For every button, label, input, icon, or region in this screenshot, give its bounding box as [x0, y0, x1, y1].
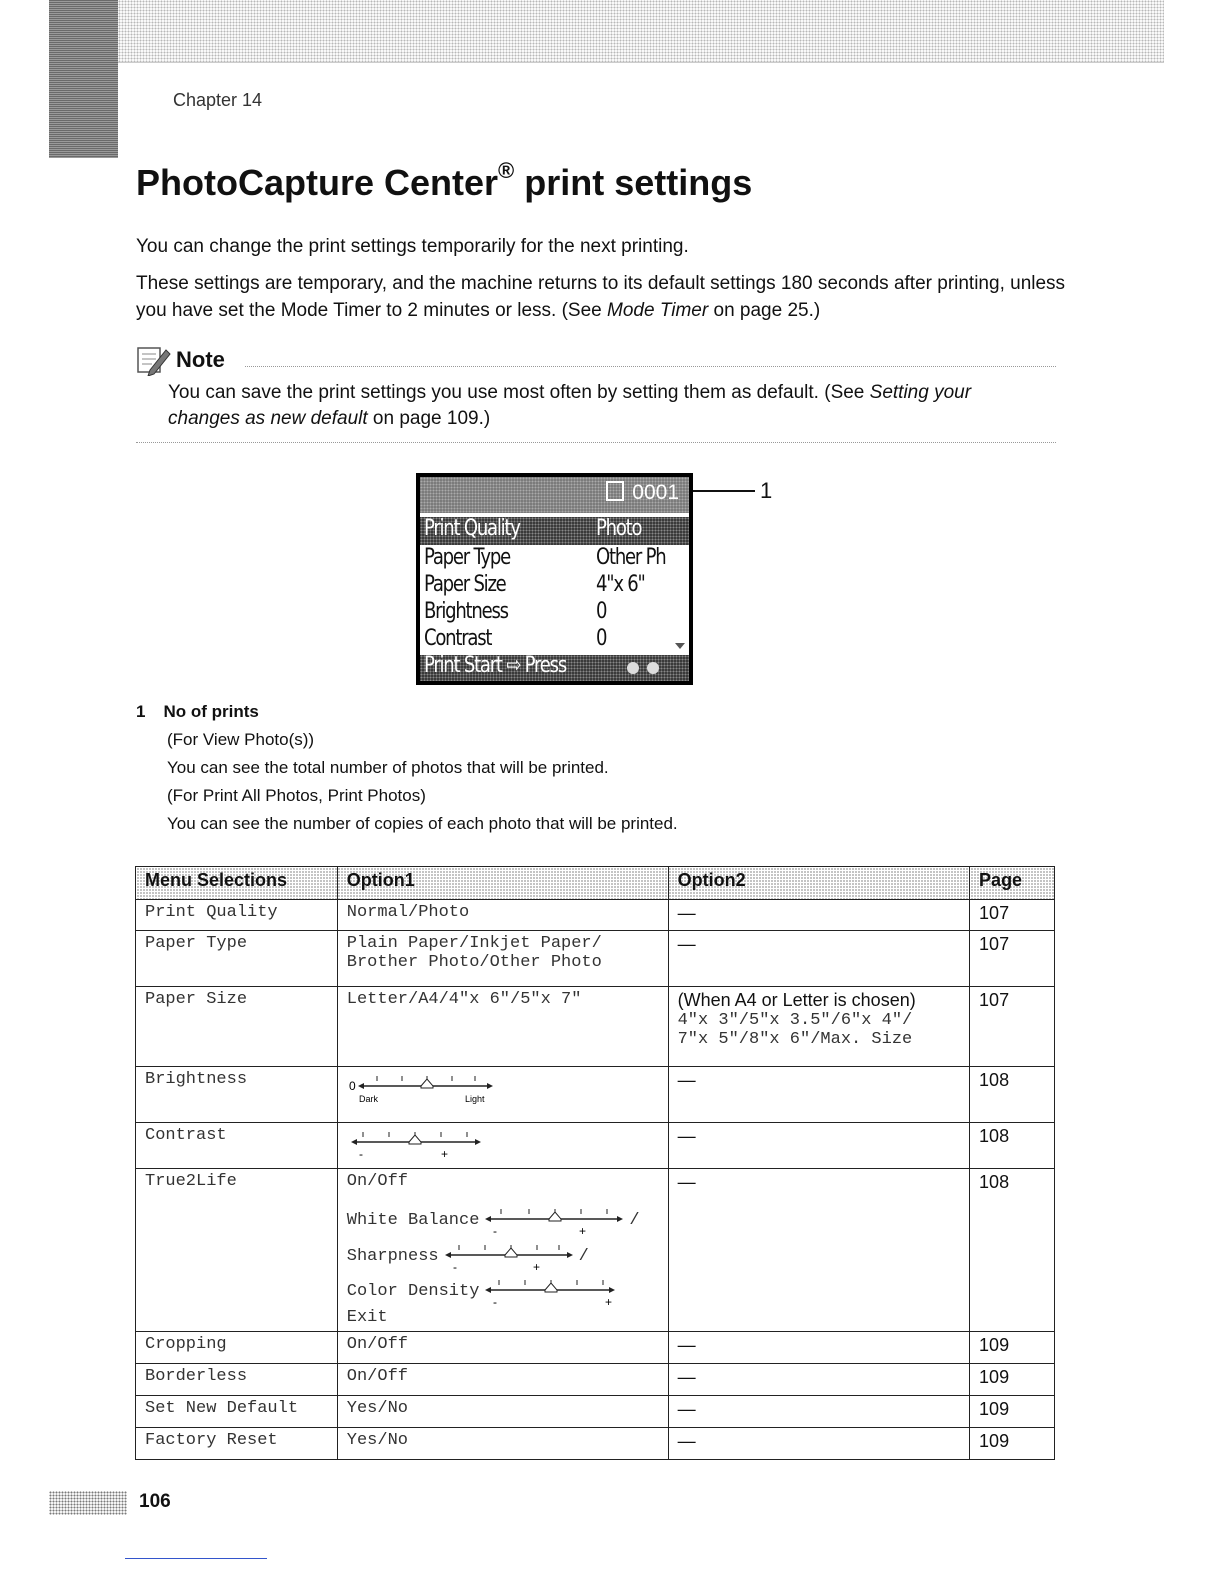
intro-paragraph-2: [136, 270, 1066, 324]
column-header: Option2: [668, 867, 969, 900]
page-cell: 109: [970, 1428, 1055, 1460]
menu-cell: Brightness: [136, 1067, 338, 1123]
option-line: (When A4 or Letter is chosen): [677, 990, 916, 1010]
plus-label: +: [605, 1295, 613, 1308]
table-row: [136, 1123, 1055, 1169]
page-cell: 108: [970, 1123, 1055, 1169]
option-line: Brother Photo/Other Photo: [346, 953, 602, 972]
note-bottom-divider: [136, 442, 1056, 443]
callout-number: 1: [760, 478, 773, 503]
plus-label: +: [440, 1147, 448, 1161]
color-density-label: Color Density: [346, 1281, 480, 1301]
note-label: Note: [176, 347, 225, 372]
legend-line: (For View Photo(s)): [167, 730, 315, 749]
option2-cell: —: [668, 1123, 969, 1169]
lcd-count-value: 0001: [632, 481, 679, 504]
lcd-status-bar: [420, 477, 689, 513]
white-balance-slider-icon: [479, 1203, 629, 1237]
page-number: 106: [139, 1491, 171, 1512]
callout-legend: [136, 698, 678, 838]
minus-label: -: [493, 1295, 498, 1308]
option1-cell: Normal/Photo: [337, 900, 668, 931]
option2-cell: —: [668, 1067, 969, 1123]
note-box: [136, 340, 1056, 432]
intro-p2-text: These settings are temporary, and the machine returns to its default settings 180 seconds after printing, unless you have set the Mode Timer to 2 minutes or less. (See: [136, 273, 1066, 321]
legend-line: (For Print All Photos, Print Photos): [167, 786, 426, 805]
chapter-label: Chapter 14: [173, 90, 263, 110]
legend-line: You can see the total number of photos that will be printed.: [167, 758, 609, 777]
column-header: Menu Selections: [136, 867, 338, 900]
option1-cell: [337, 1169, 668, 1332]
white-balance-line: [347, 1202, 659, 1238]
registered-mark: ®: [498, 158, 515, 183]
page-cell: 107: [970, 900, 1055, 931]
intro-p2-text-end: on page 25.): [708, 300, 821, 321]
column-header: Option1: [337, 867, 668, 900]
lcd-highlight-label: Print Quality: [424, 516, 520, 541]
option2-cell: —: [668, 1332, 969, 1364]
lcd-footer-text: Print Start ⇨ Press: [424, 653, 567, 678]
option2-cell: —: [668, 1428, 969, 1460]
legend-heading: [136, 698, 678, 726]
minus-label: -: [358, 1147, 363, 1161]
option1-cell: Letter/A4/4"x 6"/5"x 7": [337, 987, 668, 1067]
table-row: [136, 1396, 1055, 1428]
option1-cell: [337, 1067, 668, 1123]
option1-cell: On/Off: [337, 1364, 668, 1396]
sharpness-slider-icon: [439, 1239, 579, 1273]
option1-cell: On/Off: [337, 1332, 668, 1364]
table-row: [136, 900, 1055, 931]
option1-cell: [337, 931, 668, 987]
page-title: [136, 158, 753, 204]
table-row: [136, 1428, 1055, 1460]
contrast-slider-icon: [347, 1126, 507, 1162]
option2-cell: —: [668, 900, 969, 931]
lcd-row-label: Paper Size: [424, 572, 506, 597]
option-line: Plain Paper/Inkjet Paper/: [346, 934, 602, 953]
header-band: [118, 0, 1164, 63]
sharpness-line: [347, 1238, 659, 1274]
option2-cell: —: [668, 1396, 969, 1428]
lcd-row-value: 0: [596, 599, 607, 624]
menu-cell: Factory Reset: [136, 1428, 338, 1460]
default-settings-reference: Setting your changes as new default: [168, 382, 972, 429]
lcd-print-count: [606, 481, 679, 505]
option2-cell: —: [668, 931, 969, 987]
slash-separator: /: [629, 1210, 640, 1230]
lcd-highlight-value: Photo: [596, 516, 642, 541]
settings-table: [135, 866, 1055, 1460]
menu-cell: True2Life: [136, 1169, 338, 1332]
menu-cell: Print Quality: [136, 900, 338, 931]
page-cell: 109: [970, 1396, 1055, 1428]
note-divider: [245, 354, 1056, 367]
lcd-row-label: Brightness: [424, 599, 508, 624]
lcd-row-label: Paper Type: [424, 545, 510, 570]
page-cell: 109: [970, 1332, 1055, 1364]
note-header: [136, 340, 1056, 380]
plus-label: +: [532, 1260, 540, 1273]
option-line: 4"x 3"/5"x 3.5"/6"x 4"/: [677, 1011, 913, 1030]
title-main: PhotoCapture Center: [136, 162, 499, 203]
option-line: 7"x 5"/8"x 6"/Max. Size: [677, 1030, 913, 1049]
option1-cell: Yes/No: [337, 1396, 668, 1428]
page-cell: 107: [970, 931, 1055, 987]
note-text-end: on page 109.): [367, 408, 491, 429]
menu-cell: Contrast: [136, 1123, 338, 1169]
note-text: [168, 380, 1048, 432]
light-label: Light: [464, 1094, 485, 1104]
column-header: Page: [970, 867, 1055, 900]
note-pencil-icon: [136, 344, 172, 376]
lcd-row-value: Other Ph: [596, 545, 666, 570]
option-line: On/Off: [346, 1172, 408, 1191]
option1-cell: [337, 1123, 668, 1169]
option-line: Exit: [346, 1308, 388, 1327]
legend-line: You can see the number of copies of each photo that will be printed.: [167, 814, 678, 833]
menu-cell: Set New Default: [136, 1396, 338, 1428]
table-row: [136, 1364, 1055, 1396]
photo-count-icon: [606, 481, 624, 501]
legend-number: 1: [136, 702, 146, 721]
menu-cell: Paper Size: [136, 987, 338, 1067]
option2-cell: —: [668, 1364, 969, 1396]
table-row: [136, 987, 1055, 1067]
footer-rule: [125, 1558, 267, 1559]
slash-separator: /: [578, 1246, 589, 1266]
menu-cell: Cropping: [136, 1332, 338, 1364]
menu-cell: Paper Type: [136, 931, 338, 987]
brightness-slider-icon: [347, 1070, 507, 1106]
lcd-screen-illustration: [416, 473, 693, 685]
lcd-footer-bar: [420, 655, 689, 681]
mode-timer-reference: Mode Timer: [607, 300, 709, 321]
intro-paragraph-1: You can change the print settings temporarily for the next printing.: [136, 236, 689, 257]
lcd-row-label: Contrast: [424, 626, 492, 651]
color-density-slider-icon: [479, 1274, 629, 1308]
slider-zero-label: 0: [348, 1079, 356, 1093]
plus-label: +: [579, 1224, 587, 1237]
option2-cell: —: [668, 1169, 969, 1332]
white-balance-label: White Balance: [346, 1210, 480, 1230]
legend-title: No of prints: [163, 702, 259, 721]
lcd-row-value: 0: [596, 626, 607, 651]
page-cell: 108: [970, 1067, 1055, 1123]
page-number-marker: [49, 1491, 127, 1515]
color-density-line: [347, 1274, 659, 1308]
sharpness-label: Sharpness: [346, 1246, 439, 1266]
table-row: [136, 1067, 1055, 1123]
table-row: [136, 931, 1055, 987]
page-cell: 108: [970, 1169, 1055, 1332]
menu-cell: Borderless: [136, 1364, 338, 1396]
table-row: [136, 1169, 1055, 1332]
lcd-row-value: 4"x 6": [596, 572, 645, 597]
lcd-highlighted-row: [420, 517, 689, 545]
title-rest: print settings: [514, 162, 753, 203]
dark-label: Dark: [358, 1094, 378, 1104]
option2-cell: [668, 987, 969, 1067]
minus-label: -: [452, 1260, 457, 1273]
page-cell: 107: [970, 987, 1055, 1067]
callout-line: [693, 490, 755, 492]
chapter-tab-marker: [49, 0, 118, 158]
scroll-down-arrow-icon: [675, 643, 685, 649]
option1-cell: Yes/No: [337, 1428, 668, 1460]
table-header-row: [136, 867, 1055, 900]
table-row: [136, 1332, 1055, 1364]
page-cell: 109: [970, 1364, 1055, 1396]
start-buttons-icon: [626, 661, 662, 675]
lcd-display: [420, 477, 689, 681]
note-text-start: You can save the print settings you use most often by setting them as default. (See: [168, 382, 870, 403]
minus-label: -: [493, 1224, 498, 1237]
